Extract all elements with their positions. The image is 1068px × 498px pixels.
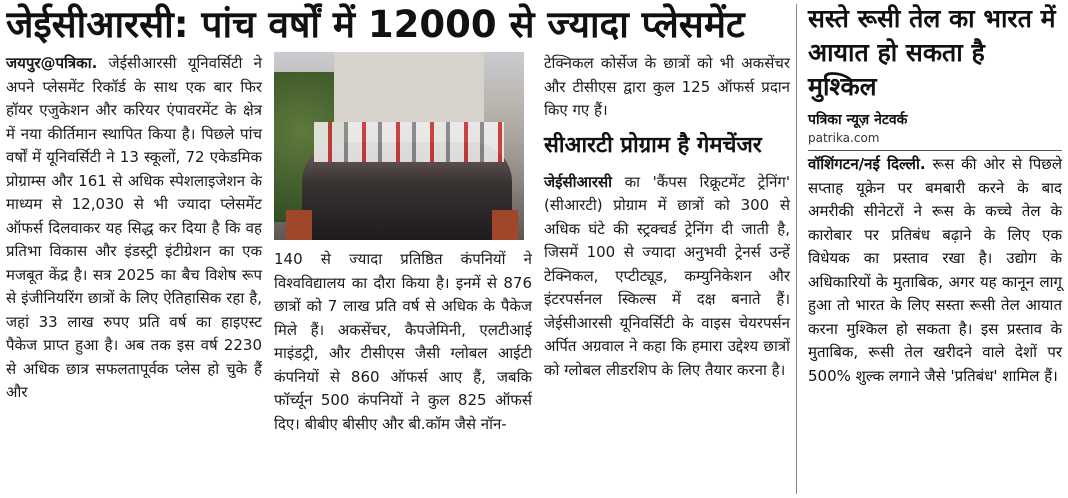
article-text: का 'कैंपस रिक्रूटमेंट ट्रेनिंग' (सीआरटी) प्रोग्राम में छात्रों को 300 से अधिक घंटे की स्ट्रक्चर्ड ट्रेनिंग दी जाती है, जिसमें 100 से ज्यादा अनुभवी ट्रेनर्स उन्हें टेक्निकल, एप्टीट्यूड, कम्युनिकेशन और इंटरपर्सनल स्किल्स में दक्ष बनाते हैं। जेईसीआरसी यूनिवर्सिटी के वाइस चेयरपर्सन अर्पित अग्रवाल ने कहा कि हमारा उद्देश्य छात्रों को ग्लोबल लीडरशिप के लिए तैयार करना है। <box>544 172 790 379</box>
lead-word: जेईसीआरसी <box>544 172 613 191</box>
article-column-2 <box>274 248 532 436</box>
photo-placards <box>314 122 504 162</box>
article-text: 140 से ज्यादा प्रतिष्ठित कंपनियों ने विश्वविद्यालय का दौरा किया है। इनमें से 876 छात्रों को 7 लाख प्रति वर्ष से अधिक के पैकेज मिले हैं। अकसेंचर, कैपजेमिनी, एलटीआई माइंडट्री, और टीसीएस जैसी ग्लोबल आईटी कंपनियों से 860 ऑफर्स आए हैं, जबकि फॉर्च्यून 500 कंपनियों ने कुल 825 ऑफर्स दिए। बीबीए बीसीए और बी.कॉम जैसे नॉन- <box>274 250 532 433</box>
dateline: वॉशिंगटन/नई दिल्ली. <box>808 155 926 173</box>
photo-building <box>334 52 484 122</box>
article-text: टेक्निकल कोर्सेज के छात्रों को भी अकसेंचर और टीसीएस द्वारा कुल 125 ऑफर्स प्रदान किए गए हैं। <box>544 54 790 119</box>
side-article-body <box>808 150 1062 388</box>
main-headline: जेईसीआरसी: पांच वर्षों में 12000 से ज्यादा प्लेसमेंट <box>6 3 745 46</box>
news-photo <box>274 52 524 240</box>
article-column-1 <box>6 52 262 405</box>
article-column-3 <box>544 52 790 382</box>
byline: पत्रिका न्यूज़ नेटवर्क <box>808 112 908 128</box>
column-divider <box>796 4 797 494</box>
article-text: जेईसीआरसी यूनिवर्सिटी ने अपने प्लेसमेंट रिकॉर्ड के साथ एक बार फिर हॉयर एजुकेशन और करियर एंपावरमेंट के क्षेत्र में नया कीर्तिमान स्थापित किया है। पिछले पांच वर्षों में यूनिवर्सिटी ने 13 स्कूलों, 72 एकेडमिक प्रोग्राम्स और 161 से अधिक स्पेशलाइजेशन के माध्यम से 12,030 से भी ज्यादा प्लेसमेंट ऑफर्स दिलवाकर यह सिद्ध कर दिया है कि वह प्रतिभा विकास और इंडस्ट्री इंटीग्रेशन का एक मजबूत केंद्र है। सत्र 2025 का बैच विशेष रूप से इंजीनियरिंग छात्रों के लिए ऐतिहासिक रहा है, जहां 33 लाख रुपए प्रति वर्ष का हाइएस्ट पैकेज प्राप्त हुआ है। अब तक इस वर्ष 2230 से अधिक छात्र सफलतापूर्वक प्लेस हो चुके हैं और <box>6 54 262 401</box>
source-site: patrika.com <box>808 131 880 145</box>
side-article <box>808 2 1062 388</box>
article-text: रूस की ओर से पिछले सप्ताह यूक्रेन पर बमबारी करने के बाद अमरीकी सीनेटरों ने रूस के कच्चे तेल के कारोबार पर प्रतिबंध बढ़ाने के लिए एक विधेयक का प्रस्ताव रखा है। उद्योग के अधिकारियों के मुताबिक, अगर यह कानून लागू हुआ तो भारत के लिए सस्ता रूसी तेल आयात करना मुश्किल हो सकता है। इस प्रस्ताव के मुताबिक, रूसी तेल खरीदने वाले देशों पर 500% शुल्क लगाने जैसे 'प्रतिबंध' शामिल हैं। <box>808 155 1062 385</box>
subheading: सीआरटी प्रोग्राम है गेमचेंजर <box>544 132 762 158</box>
dateline: जयपुर@पत्रिका. <box>6 54 98 72</box>
side-headline: सस्ते रूसी तेल का भारत में आयात हो सकता है मुश्किल <box>808 4 1056 101</box>
photo-plant-pot <box>286 210 312 240</box>
photo-plant-pot <box>492 210 518 240</box>
